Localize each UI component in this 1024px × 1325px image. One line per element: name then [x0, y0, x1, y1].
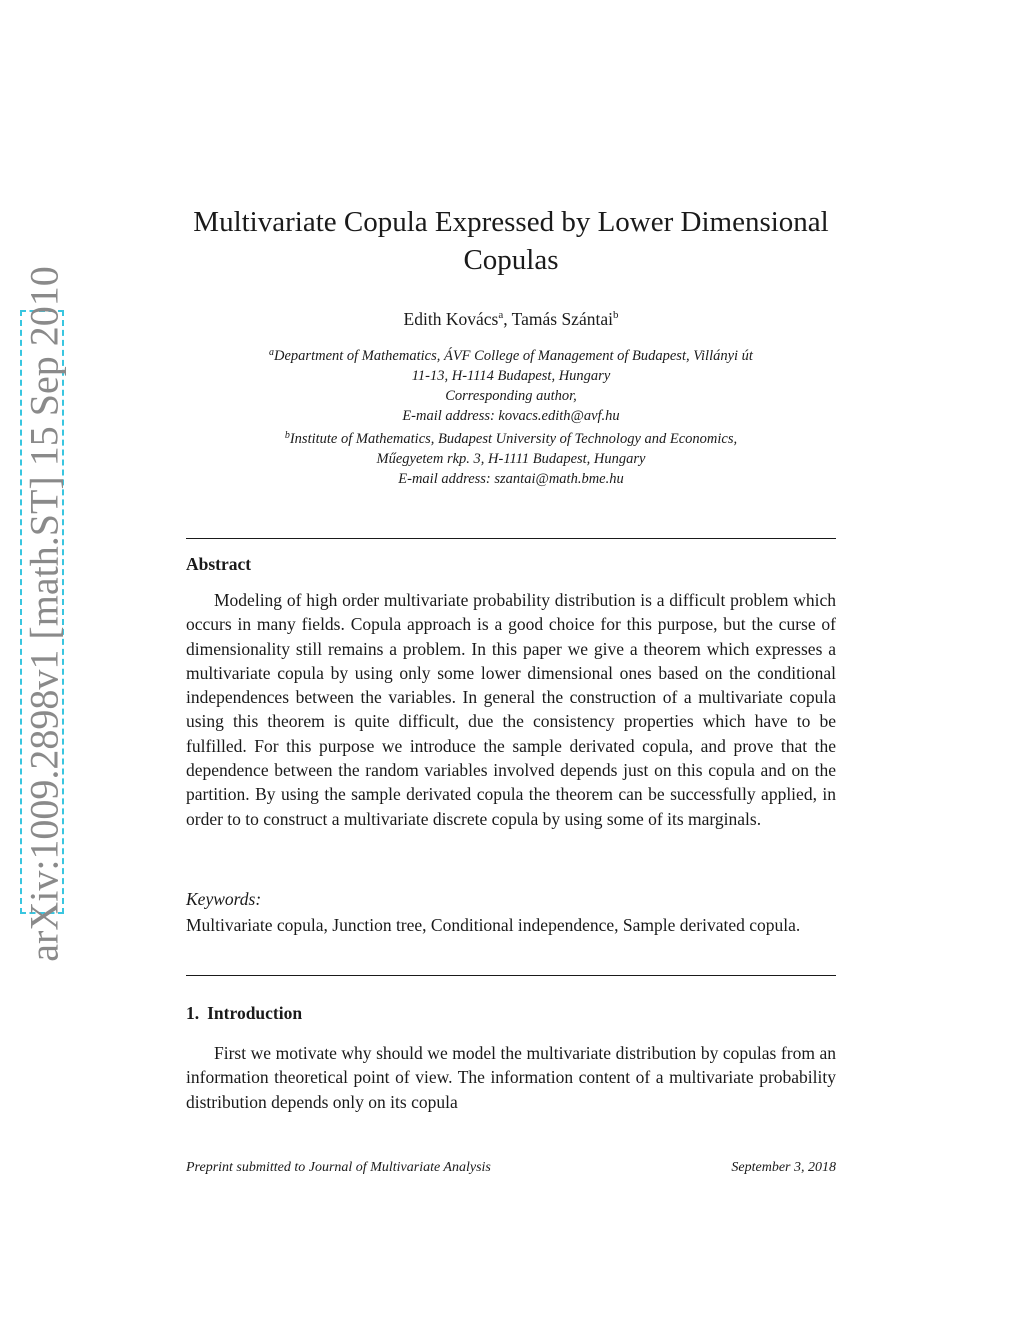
author-name: Edith Kovács	[403, 309, 499, 329]
abstract-text: Modeling of high order multivariate probability distribution is a difficult problem which occurs in many fields. Copula approach is a good choice for this purpose, but the curse of dimensionality still remains a problem. In this paper we give a theorem which expresses a multivariate copula by using only some lower dimensional ones based on the conditional independences between the variables. In general the construction of a multivariate copula using this theorem is quite difficult, due the consistency properties which have to be fulfilled. For this purpose we introduce the sample derivated copula, and prove that the dependence between the random variables involved depends just on this copula and on the partition. By using the sample derivated copula the theorem can be successfully applied, in order to to construct a multivariate discrete copula by using some of its marginals.	[186, 590, 836, 829]
paper-title: Multivariate Copula Expressed by Lower Dimensional Copulas	[193, 206, 829, 276]
abstract-heading: Abstract	[186, 554, 252, 574]
footer-date: September 3, 2018	[731, 1160, 836, 1175]
author-affil-mark: b	[612, 309, 619, 321]
author-list	[186, 303, 836, 331]
author-name: Tamás Szántai	[511, 309, 613, 329]
keywords-text: Multivariate copula, Junction tree, Conditional independence, Sample derivated copula.	[186, 915, 801, 935]
affiliation-b-address: Műegyetem rkp. 3, H-1111 Budapest, Hungary	[376, 451, 646, 467]
affiliation-text: Institute of Mathematics, Budapest University of Technology and Economics,	[289, 431, 738, 447]
keywords-label: Keywords:	[186, 889, 262, 909]
arxiv-stamp-text: arXiv:1009.2898v1 [math.ST] 15 Sep 2010	[21, 266, 67, 962]
author-affil-mark: a	[498, 309, 504, 321]
introduction-text: First we motivate why should we model the multivariate distribution by copulas from an information theoretical point of view. The information content of a multivariate probability distribution depends only on its copula	[186, 1043, 836, 1112]
affiliation-a-note: Corresponding author,	[445, 388, 577, 404]
affiliation-a-email: E-mail address: kovacs.edith@avf.hu	[402, 408, 620, 424]
affiliation-b-line	[186, 426, 836, 449]
affiliation-a-line	[186, 343, 836, 366]
author-separator: ,	[503, 309, 512, 329]
abstract-bottom-rule	[186, 975, 836, 976]
arxiv-stamp-border	[20, 266, 67, 962]
affiliation-a-address: 11-13, H-1114 Budapest, Hungary	[411, 368, 611, 384]
affiliation-text: Department of Mathematics, ÁVF College of Management of Budapest, Villányi út	[274, 348, 753, 364]
section-heading	[186, 1003, 302, 1024]
abstract-top-rule	[186, 538, 836, 539]
affiliation-mark: a	[269, 347, 275, 358]
footer-preprint-note: Preprint submitted to Journal of Multivariate Analysis	[186, 1160, 491, 1175]
affiliations	[186, 343, 836, 489]
affiliation-b-email: E-mail address: szantai@math.bme.hu	[398, 471, 624, 487]
section-title: Introduction	[207, 1003, 303, 1023]
section-number: 1.	[186, 1003, 200, 1023]
affiliation-mark: b	[284, 430, 290, 441]
